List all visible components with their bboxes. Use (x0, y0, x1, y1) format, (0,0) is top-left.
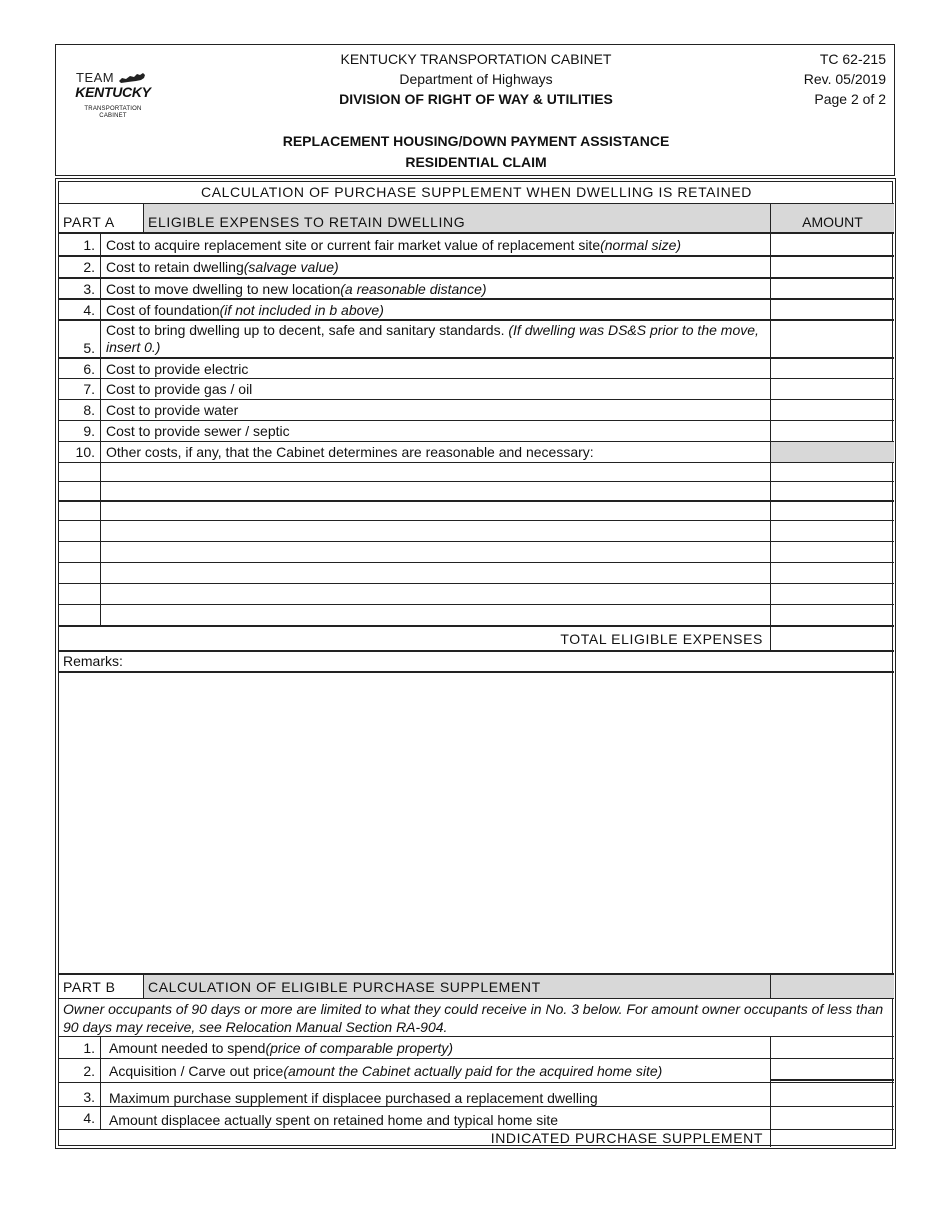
header-agency-block (256, 49, 696, 109)
amount-field[interactable] (771, 421, 894, 441)
item-text: Cost of foundation (106, 301, 220, 318)
item-note: (salvage value) (243, 259, 339, 275)
item-text: Amount displacee actually spent on retained home and typical home site (109, 1112, 559, 1128)
blank-number-cell (59, 605, 101, 625)
part-a-heading: ELIGIBLE EXPENSES TO RETAIN DWELLING (143, 204, 771, 232)
item-text: Cost to provide gas / oil (106, 381, 253, 397)
amount-field[interactable] (771, 502, 894, 520)
item-number: 4. (59, 300, 101, 319)
blank-number-cell (59, 521, 101, 541)
item-note: (normal size) (600, 236, 682, 253)
item-description (101, 1059, 771, 1082)
claim-form (55, 178, 896, 1149)
item-text: Cost to acquire replacement site or current fair market value of replacement site (106, 236, 601, 253)
part-a-item-row (59, 379, 894, 400)
item-number: 8. (59, 400, 101, 420)
other-cost-field[interactable] (101, 584, 771, 604)
logo-kentucky-text: KENTUCKY (75, 84, 151, 100)
amount-field[interactable] (771, 321, 894, 357)
section-a-caption: CALCULATION OF PURCHASE SUPPLEMENT WHEN DWELLING IS RETAINED (201, 184, 752, 200)
item-note: (a reasonable distance) (340, 280, 487, 297)
logo-team-text: TEAM (76, 70, 115, 85)
item-number: 1. (59, 1037, 101, 1058)
item-number: 4. (59, 1107, 101, 1129)
form-title-line-2: RESIDENTIAL CLAIM (405, 154, 547, 170)
form-title (56, 131, 896, 173)
blank-number-cell (59, 542, 101, 562)
part-a-item-row (59, 321, 894, 359)
agency-name: KENTUCKY TRANSPORTATION CABINET (340, 51, 612, 67)
amount-field[interactable] (771, 482, 894, 500)
amount-field[interactable] (771, 359, 894, 378)
other-cost-field[interactable] (101, 605, 771, 625)
item-text: Amount needed to spend (109, 1039, 266, 1056)
amount-field[interactable] (771, 1059, 894, 1081)
item-text: Cost to provide sewer / septic (106, 423, 290, 439)
item-number: 6. (59, 359, 101, 378)
logo-sub-text-2: CABINET (99, 113, 127, 119)
item-description (101, 279, 771, 298)
indicated-purchase-supplement-row (59, 1130, 894, 1147)
page-number: Page 2 of 2 (814, 91, 886, 107)
part-b-label: PART B (63, 979, 116, 995)
item-text: Acquisition / Carve out price (109, 1062, 284, 1079)
blank-number-cell (59, 502, 101, 520)
amount-field[interactable] (771, 605, 894, 625)
logo-sub-text-1: TRANSPORTATION (84, 106, 142, 112)
item-description (101, 442, 771, 462)
form-revision: Rev. 05/2019 (803, 71, 886, 87)
item-description (101, 321, 771, 357)
amount-field[interactable] (771, 1107, 894, 1129)
item-description (101, 1083, 771, 1106)
item-number: 3. (59, 279, 101, 298)
item-number: 7. (59, 379, 101, 399)
item-number: 2. (59, 257, 101, 277)
blank-entry-row (59, 482, 894, 502)
item-description (101, 421, 771, 441)
part-a-item-row (59, 279, 894, 300)
item-number: 1. (59, 234, 101, 255)
item-text: Cost to move dwelling to new location (106, 280, 341, 297)
item-number: 9. (59, 421, 101, 441)
other-cost-field[interactable] (101, 563, 771, 583)
amount-field[interactable] (771, 234, 894, 255)
amount-field[interactable] (771, 584, 894, 604)
other-cost-field[interactable] (101, 521, 771, 541)
amount-field[interactable] (771, 1083, 894, 1106)
indicated-purchase-supplement-field[interactable] (771, 1130, 894, 1147)
amount-field[interactable] (771, 279, 894, 298)
division-name: DIVISION OF RIGHT OF WAY & UTILITIES (339, 91, 613, 107)
item-text: Cost to retain dwelling (106, 259, 244, 275)
other-cost-field[interactable] (101, 502, 771, 520)
amount-field[interactable] (771, 563, 894, 583)
part-a-item-row (59, 421, 894, 442)
remarks-field[interactable] (59, 673, 894, 975)
claim-form-inner (58, 181, 893, 1146)
amount-field[interactable] (771, 300, 894, 319)
total-eligible-expenses-row (59, 627, 894, 652)
indicated-purchase-supplement-label: INDICATED PURCHASE SUPPLEMENT (59, 1130, 771, 1147)
item-description (101, 379, 771, 399)
part-a-item-row (59, 300, 894, 321)
total-eligible-expenses-label: TOTAL ELIGIBLE EXPENSES (59, 627, 771, 650)
blank-entry-row (59, 521, 894, 542)
part-b-item-row (59, 1107, 894, 1130)
blank-entry-row (59, 563, 894, 584)
part-b-item-row (59, 1083, 894, 1107)
blank-number-cell (59, 482, 101, 500)
amount-field[interactable] (771, 1037, 894, 1058)
item-number: 5. (59, 321, 101, 357)
amount-field[interactable] (771, 521, 894, 541)
other-cost-field[interactable] (101, 463, 771, 481)
form-title-line-1: REPLACEMENT HOUSING/DOWN PAYMENT ASSISTANCE (282, 133, 670, 149)
header-form-info (804, 49, 886, 109)
item-note: (amount the Cabinet actually paid for the acquired home site) (283, 1062, 663, 1079)
item-description (101, 300, 771, 319)
item-text: Other costs, if any, that the Cabinet determines are reasonable and necessary: (106, 444, 594, 460)
part-a-item-row (59, 442, 894, 463)
department-name: Department of Highways (399, 71, 553, 87)
amount-field[interactable] (771, 257, 894, 277)
part-a-item-row (59, 257, 894, 279)
item-text: Cost to provide water (106, 402, 239, 418)
blank-entry-row (59, 463, 894, 482)
blank-entry-row (59, 542, 894, 563)
blank-number-cell (59, 563, 101, 583)
section-a-caption-row (59, 182, 894, 204)
part-a-label: PART A (63, 214, 115, 230)
other-cost-field[interactable] (101, 542, 771, 562)
part-a-header-row (59, 204, 894, 234)
amount-field[interactable] (771, 542, 894, 562)
item-number: 2. (59, 1059, 101, 1082)
other-cost-field[interactable] (101, 482, 771, 500)
item-description (101, 1107, 771, 1129)
blank-entry-row (59, 605, 894, 627)
part-b-item-row (59, 1037, 894, 1059)
amount-header: AMOUNT (771, 204, 894, 232)
part-a-item-row (59, 400, 894, 421)
team-kentucky-logo (68, 71, 158, 121)
form-header (55, 44, 895, 176)
item-description (101, 257, 771, 277)
blank-number-cell (59, 584, 101, 604)
item-note: (if not included in b above) (219, 301, 384, 318)
blank-entry-row (59, 584, 894, 605)
form-number: TC 62-215 (819, 51, 886, 67)
part-a-item-row (59, 234, 894, 257)
item-description (101, 234, 771, 255)
amount-field[interactable] (771, 463, 894, 481)
part-b-header-row (59, 975, 894, 999)
item-text: Cost to provide electric (106, 360, 249, 377)
part-b-header-shaded-cell (771, 975, 894, 998)
amount-field-disabled (771, 442, 894, 462)
item-number: 10. (59, 442, 101, 462)
amount-field[interactable] (771, 400, 894, 420)
part-b-instructions: Owner occupants of 90 days or more are limited to what they could receive in No. 3 below. For amount owner occupants of less than 90 days may receive, see Relocation Manual Section RA-904. (63, 1001, 884, 1035)
remarks-label-row (59, 652, 894, 673)
item-text: Cost to bring dwelling up to decent, safe and sanitary standards. (106, 322, 509, 338)
item-description (101, 1037, 771, 1058)
part-b-item-row (59, 1059, 894, 1083)
amount-field[interactable] (771, 379, 894, 399)
item-description (101, 400, 771, 420)
kentucky-state-shape-icon (118, 72, 146, 84)
blank-number-cell (59, 463, 101, 481)
item-note: (If dwelling was DS&S prior to the move, insert 0.) (106, 322, 759, 355)
part-b-heading: CALCULATION OF ELIGIBLE PURCHASE SUPPLEMENT (143, 975, 771, 998)
part-a-item-row (59, 359, 894, 379)
item-description (101, 359, 771, 378)
item-number: 3. (59, 1083, 101, 1106)
item-text: Maximum purchase supplement if displacee purchased a replacement dwelling (109, 1089, 598, 1106)
blank-entry-row (59, 502, 894, 521)
total-eligible-expenses-field[interactable] (771, 627, 894, 650)
remarks-label: Remarks: (63, 653, 123, 669)
item-note: (price of comparable property) (265, 1039, 453, 1056)
part-b-instructions-row (59, 999, 894, 1037)
